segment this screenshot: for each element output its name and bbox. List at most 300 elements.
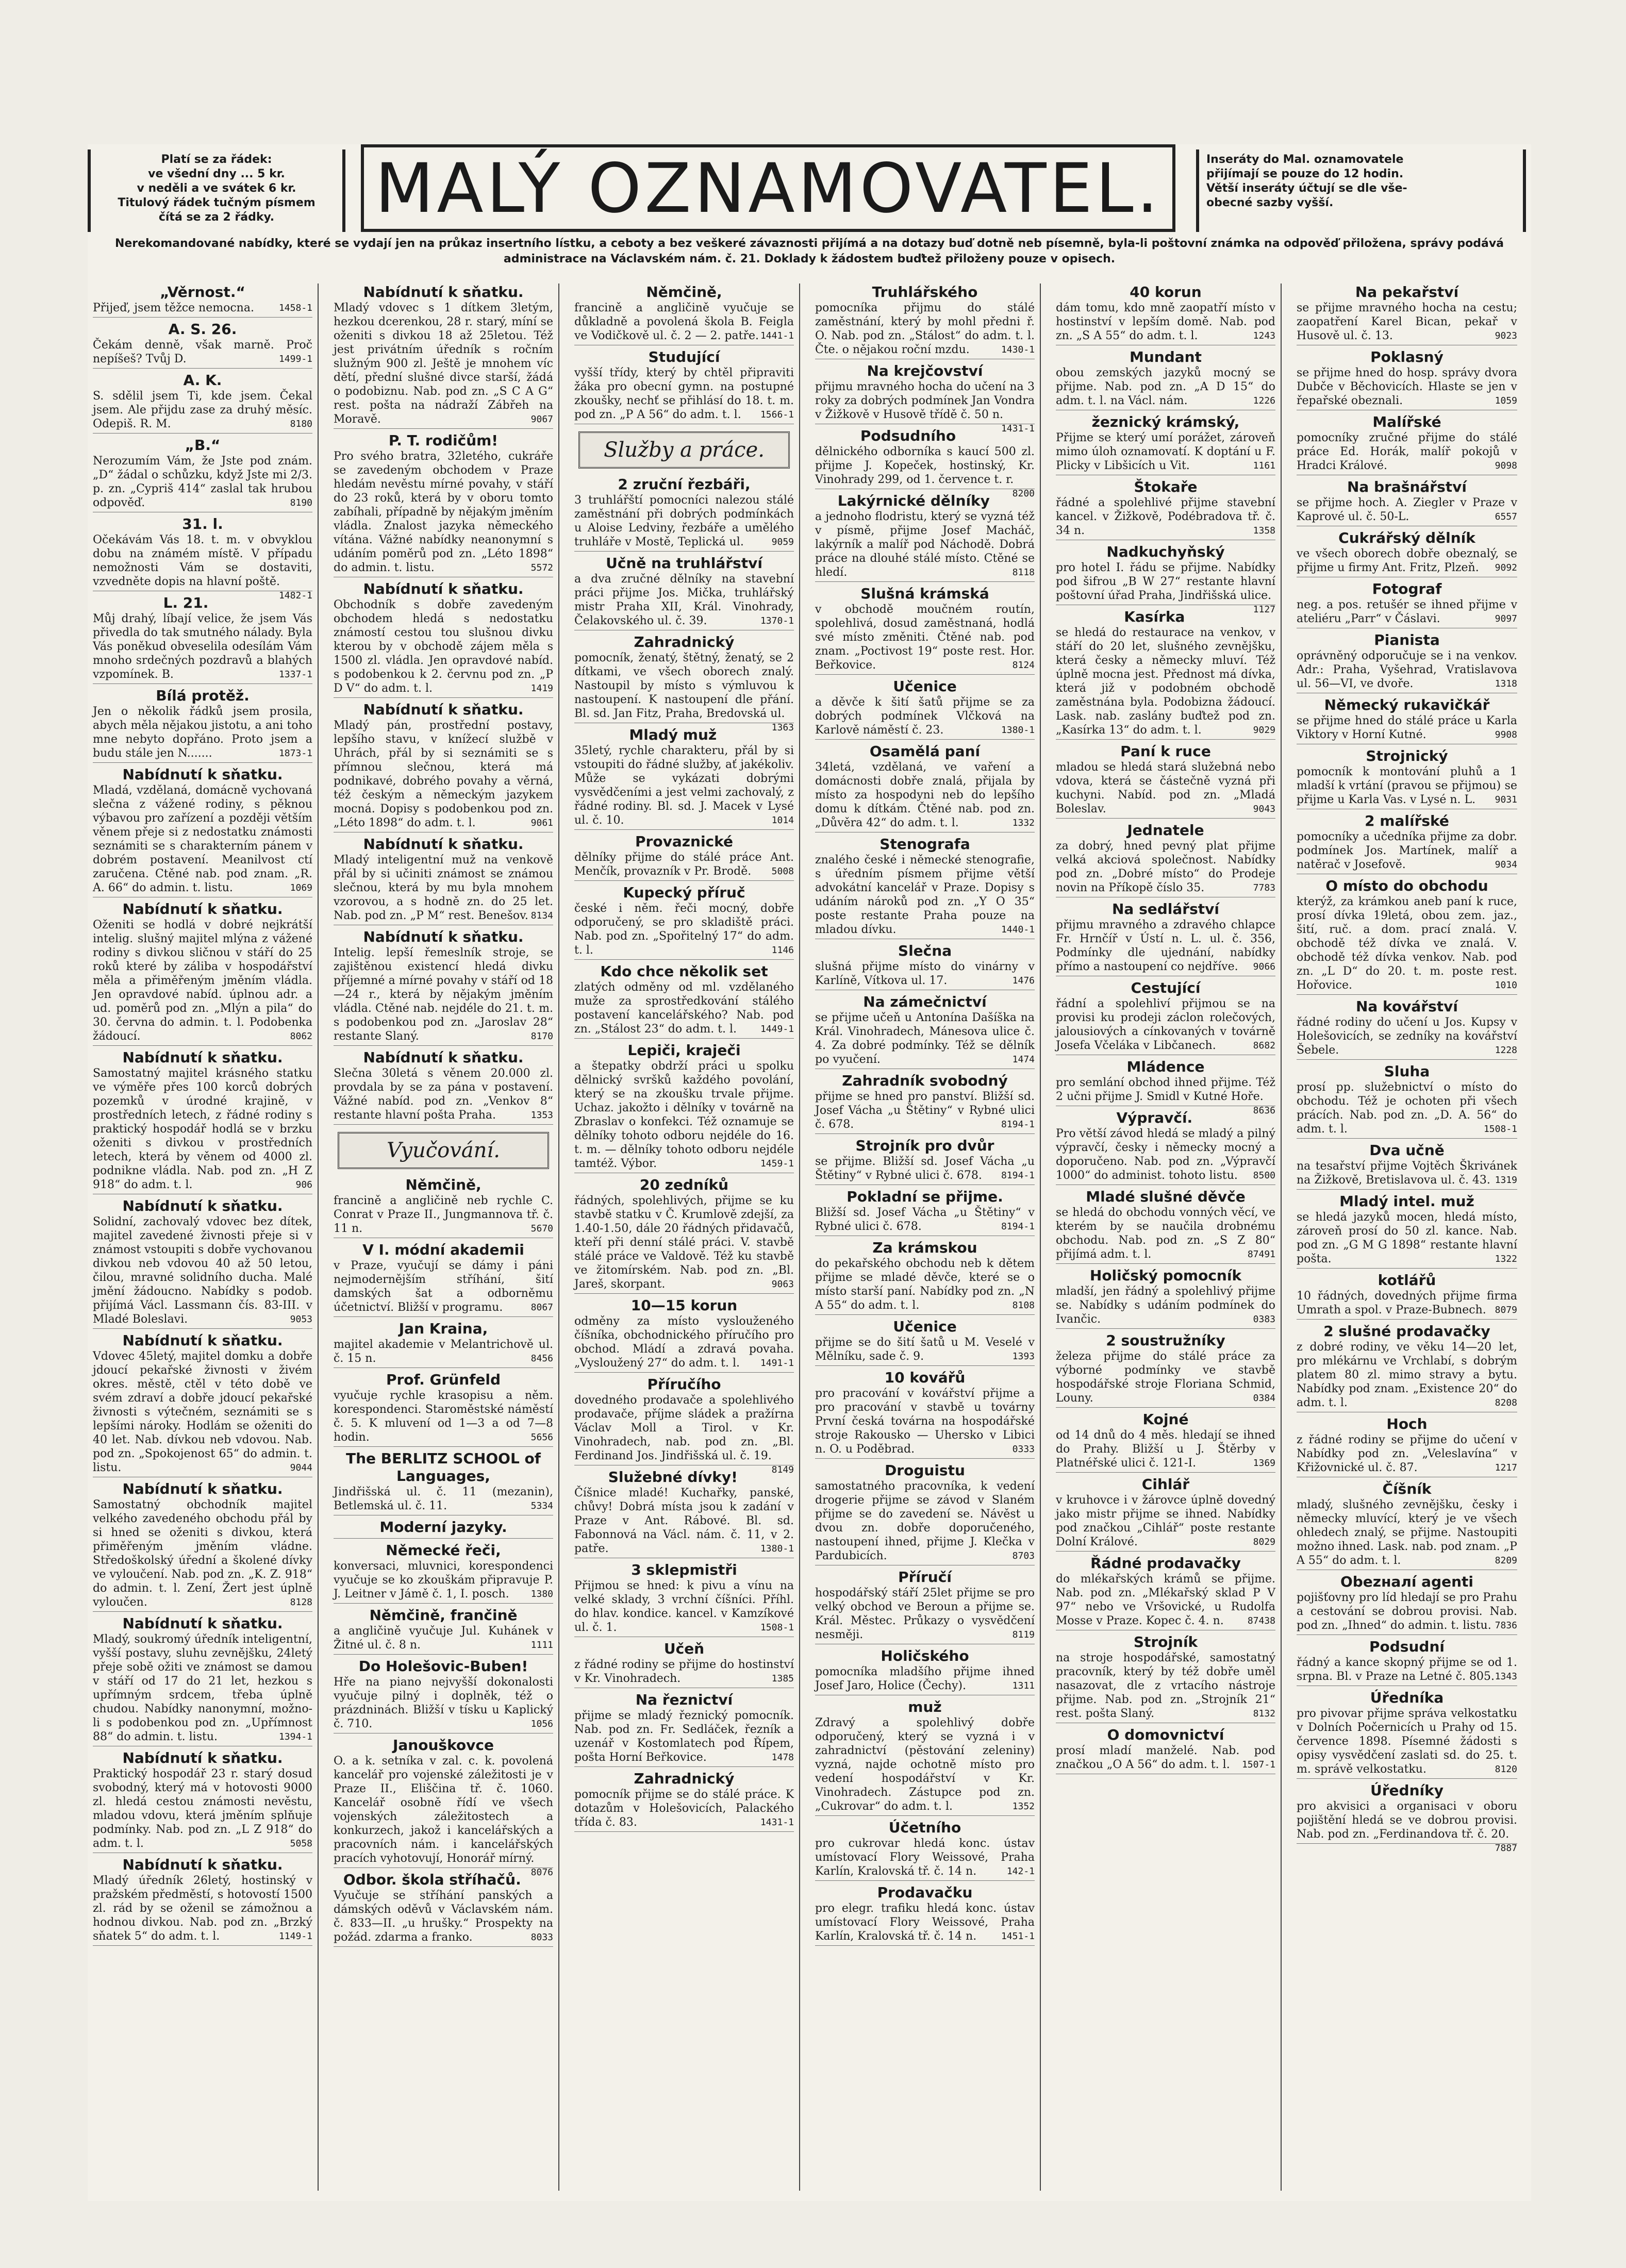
ad-number: 1352 — [1012, 1801, 1035, 1812]
ad-number: 8119 — [1012, 1629, 1035, 1640]
ad-text: pomocníka mladšího přijme ihned Josef Jaro, Holice (Čechy). — [815, 1665, 1035, 1692]
ad-heading: Na pekařství — [1355, 284, 1459, 301]
ad-number: 1482-1 — [278, 590, 312, 601]
classified-ad — [815, 743, 1035, 832]
classified-ad — [574, 476, 794, 552]
ad-text: pro hotel I. řádu se přijme. Nabídky pod šifrou „B W 27“ restante hlavní poštovní úřad Praha, Jindřišská ulice. — [1056, 561, 1275, 602]
ad-heading: Učně na truhlářství — [606, 555, 762, 572]
ad-heading: Lakýrnické dělníky — [837, 492, 990, 509]
classified-ad — [1297, 747, 1517, 809]
ad-text: pro semlání obchod ihned přijme. Též 2 učni přijme J. Smidl v Kutné Hoře. — [1056, 1076, 1275, 1103]
ad-text: zlatých odměny od ml. vzdělaného muže za sprostředkování stálého postavení kancelářského? Nab. pod zn. „Stálost 23“ do adm. t. l. — [574, 981, 794, 1036]
ad-number: 1491-1 — [760, 1358, 794, 1369]
classified-ad — [574, 1640, 794, 1688]
classified-ad — [574, 555, 794, 630]
ad-number: 9063 — [771, 1279, 794, 1290]
ad-number: 1440-1 — [1001, 924, 1035, 935]
ad-number: 0333 — [1012, 1444, 1035, 1455]
ad-text: S. sdělil jsem Ti, kde jsem. Čekal jsem. Ale přijdu zase za druhý měsíc. Odepiš. R. M. — [93, 390, 312, 430]
ad-text: Praktický hospodář 23 r. starý dosud svobodný, který má v hotovosti 9000 zl. hledá cestou známosti nevěstu, mladou vdovu, která jměním splňuje podmínky. Nab. pod zn. „L Z 918“ do adm. t. l. — [93, 1767, 312, 1850]
ad-text: pro elegr. trafiku hledá konc. ústav umístovací Flory Weissové, Praha Karlín, Kralovská tř. č. 14 n. — [815, 1902, 1035, 1943]
ad-number: 9053 — [290, 1314, 312, 1325]
ad-text: pro cukrovar hledá konc. ústav umístovací Flory Weissové, Praha Karlín, Kralovská tř. č. 14 n. — [815, 1837, 1035, 1878]
ad-heading: Německé řeči, — [386, 1542, 501, 1559]
classified-ad — [815, 1647, 1035, 1695]
ad-text: O. a k. setníka v zal. c. k. povolená kancelář pro vojenské záležitosti je v Praze II., Eliščina tř. č. 1060. Kancelář osobně řídí ve všech vojenských záležitostech a konkurzech, jakož i kancelářských a pracovních nám. i kancelářských pracích vyhotovují, Honorář mírný. — [334, 1755, 553, 1865]
classified-ad — [1056, 1188, 1275, 1264]
ad-text: železa přijme do stálé práce za výborné podmínky ve stavbě hospodářské stroje Floriana Schmid, Louny. — [1056, 1350, 1275, 1405]
ad-heading: Na zámečnictví — [863, 993, 987, 1010]
ad-heading: Němčině, — [646, 284, 722, 301]
ad-text: přijme se do šití šatů u M. Veselé v Mělníku, sade č. 9. — [815, 1336, 1035, 1363]
info-line: obecné sazby vyšší. — [1206, 196, 1334, 209]
ad-number: 1476 — [1012, 975, 1035, 986]
ad-heading: Kdo chce několik set — [600, 963, 768, 980]
ad-number: 8029 — [1253, 1537, 1275, 1547]
ad-heading: Cukrářský dělník — [1338, 529, 1475, 546]
ad-number: 1478 — [771, 1752, 794, 1763]
ad-text: 35letý, rychle charakteru, přál by si vstoupiti do řádné služby, ať jakékoliv. Může se vykázati dobrými vysvědčeními a jest velmi zachovalý, z řádné rodiny. Bl. sd. J. Macek v Lysé ul. č. 10. — [574, 744, 794, 827]
classified-ad — [1297, 631, 1517, 693]
ad-number: 7783 — [1253, 882, 1275, 893]
ad-heading: Na sedlářství — [1112, 900, 1219, 918]
ad-number: 9031 — [1495, 794, 1517, 805]
classified-ad — [815, 678, 1035, 740]
ad-number: 1380-1 — [1001, 725, 1035, 736]
price-line: ve všední dny ... 5 kr. — [148, 168, 285, 180]
ad-text: majitel akademie v Melantrichově ul. č. 15 n. — [334, 1338, 553, 1365]
ad-number: 1474 — [1012, 1054, 1035, 1065]
ad-text: dovedného prodavače a spolehlivého prodavače, příjme sládek a pražírna Václav Moll a Tirol. v Kr. Vinohradech, nab. pod zn. „Bl. Ferdinand Jos. Jindřišská ul. č. 19. — [574, 1394, 794, 1462]
classified-ad — [1297, 284, 1517, 345]
classified-ad — [815, 585, 1035, 675]
price-line: čítá se za 2 řádky. — [158, 211, 275, 224]
ad-text: přijmu mravného a zdravého chlapce Fr. Hrnčíř v Ústí n. L. ul. č. 356, Podmínky dle ujednání, nabídky přímo a nastoupení co nejdříve. — [1056, 919, 1275, 973]
classified-ad — [574, 633, 794, 733]
ad-text: v obchodě moučném routín, spolehlivá, dosud zaměstnaná, hodlá své místo změniti. Čtěné nab. pod znam. „Poctivost 19“ poste rest. Hor. Beřkovice. — [815, 603, 1035, 672]
ad-text: z řádné rodiny se přijme do učení v Nabídky pod zn. „Veleslavína“ v Křižovnické ul. č. 87. — [1297, 1433, 1517, 1474]
ad-heading: Příručí — [898, 1569, 952, 1586]
ad-number: 9097 — [1495, 613, 1517, 624]
insert-info-box — [1196, 149, 1526, 232]
ad-number: 8132 — [1253, 1708, 1275, 1719]
ad-text: se hledá jazyků mocen, hledá místo, zároveň prosí do 50 zl. kance. Nab. pod zn. „G M G 1898“ restante hlavní pošta. — [1297, 1211, 1517, 1265]
ad-text: do pekařského obchodu neb k dětem přijme se mladé děvče, které se o místo starší paní. Nabídky pod zn. „N A 55“ do adm. t. l. — [815, 1257, 1035, 1312]
ad-heading: Dva učně — [1369, 1142, 1445, 1159]
masthead — [88, 144, 1531, 247]
classified-ad — [574, 726, 794, 830]
ad-text: se hledá do restaurace na venkov, v stáří do 20 let, slušného zevnějšku, která česky a německy mluví. Též úplně mocna jest. Přednost má dívka, která již v podobném obchodě zaměstnána byla. Podobizna žádoucí. Lask. nab. zaslány buďtež pod zn. „Kasírka 13“ do adm. t. l. — [1056, 626, 1275, 737]
classified-ad — [1056, 743, 1275, 819]
ad-text: oprávněný odporučuje se i na venkov. Adr.: Praha, Vyšehrad, Vratislavova ul. 56—VI, ve dvoře. — [1297, 649, 1517, 690]
classified-ad — [93, 687, 312, 763]
ad-number: 9044 — [290, 1462, 312, 1473]
ad-number: 1010 — [1495, 980, 1517, 991]
classified-ad — [334, 432, 553, 577]
ad-number: 8180 — [290, 419, 312, 429]
classified-ad — [815, 993, 1035, 1069]
ad-number: 8079 — [1495, 1305, 1517, 1315]
ad-heading: Němčině, — [405, 1176, 482, 1193]
classified-ad — [1297, 1063, 1517, 1139]
ad-text: Obchodník s dobře zavedeným obchodem hledá s nedostatku známostí cestou tou slušnou divku kterou by v obchodě zájem měla s 1500 zl. vládla. Jen opravdové nabíd. s podobenkou k 2. červnu pod zn. „P D V“ do adm. t. l. — [334, 598, 553, 695]
ad-heading: Strojník pro dvůr — [855, 1137, 994, 1154]
ad-heading: Mladé slušné děvče — [1086, 1188, 1246, 1205]
ad-number: 1226 — [1253, 395, 1275, 406]
classified-ad — [93, 1480, 312, 1612]
ad-heading: Prof. Grünfeld — [386, 1371, 501, 1388]
classified-ad — [93, 437, 312, 512]
ad-number: 7836 — [1495, 1620, 1517, 1631]
ad-heading: Učenice — [893, 678, 957, 695]
ad-number: 1451-1 — [1001, 1931, 1035, 1942]
section-heading: Vyučování. — [338, 1132, 549, 1169]
classified-ad — [1056, 413, 1275, 475]
classified-ad — [1056, 1058, 1275, 1116]
ad-heading: Nabídnutí k sňatku. — [122, 1332, 283, 1349]
ad-heading: Moderní jazyky. — [379, 1519, 507, 1536]
ad-heading: Příručího — [647, 1376, 721, 1393]
classified-ad — [334, 1737, 553, 1878]
classified-ad — [1056, 1633, 1275, 1723]
ad-number: 8500 — [1253, 1170, 1275, 1181]
classified-ad — [1056, 1726, 1275, 1774]
ad-heading: L. 21. — [163, 594, 209, 611]
ad-text: a štepatky obdrží práci u spolku dělnický svršků každého povolání, který se na zkoušku trvale přijme. Uchaz. jakožto i dělníky v továrně na Zbraslav o konfekci. Též oznamuje se dělníky tohoto odboru nejdéle do 16. t. m. — dělníky tohoto odboru nejdéle tamtéž. Výbor. — [574, 1060, 794, 1170]
classified-ad — [334, 1607, 553, 1655]
ad-number: 0383 — [1253, 1314, 1275, 1325]
ad-heading: The BERLITZ SCHOOL of Languages, — [346, 1450, 541, 1485]
ad-text: řádné a spolehlivé přijme stavební kancel. v Žižkově, Podébradova tř. č. 34 n. — [1056, 496, 1275, 537]
ad-number: 8200 — [1012, 488, 1035, 499]
ad-number: 8190 — [290, 497, 312, 508]
ad-number: 8067 — [530, 1302, 553, 1313]
ad-heading: Mladý muž — [629, 726, 717, 743]
ad-heading: Nabídnutí k sňatku. — [122, 1749, 283, 1766]
classified-ad — [93, 1197, 312, 1329]
ad-number: 8194-1 — [1001, 1119, 1035, 1130]
ad-text: vyšší třídy, který by chtěl připraviti žáka pro obecní gymn. na postupné zkoušky, nechť se přihlásí do 18. t. m. pod zn. „P A 56“ do adm. t. l. — [574, 366, 794, 421]
ad-text: hospodářský stáří 25let přijme se pro velký obchod ve Beroun a přijme se. Král. Městec. Průkazy o vysvědčení nesměji. — [815, 1587, 1035, 1641]
ad-number: 9067 — [530, 414, 553, 425]
classified-ad — [1056, 348, 1275, 410]
ad-text: Bližší sd. Josef Vácha „u Štětiny“ v Rybné ulici č. 678. — [815, 1206, 1035, 1233]
ad-heading: 2 soustružníky — [1106, 1332, 1225, 1349]
ad-number: 9092 — [1495, 562, 1517, 573]
classified-ad — [1056, 608, 1275, 740]
classified-ad — [1056, 979, 1275, 1055]
ad-heading: V I. módní akademii — [362, 1241, 524, 1258]
ad-heading: Sluha — [1384, 1063, 1430, 1080]
newspaper-page — [88, 144, 1531, 2201]
ad-number: 9059 — [771, 537, 794, 547]
ad-text: od 14 dnů do 4 měs. hledají se ihned do Prahy. Bližší u J. Štěrby v Platnéřské ulici č. 121-I. — [1056, 1429, 1275, 1470]
ad-text: znalého české i německé stenografie, s úředním písmem přijme větší advokátní kancelář v Praze. Dopisy s udáním nároků pod zn. „Y O 35“ poste restante Praha pouze na mladou dívku. — [815, 854, 1035, 936]
ad-text: přijme se mladý řeznický pomocník. Nab. pod zn. Fr. Sedláček, řezník a uzenář v Kostomlatech pod Řípem, pošta Horní Beřkovice. — [574, 1709, 794, 1764]
ad-text: Přijme se který umí porážet, zároveň mimo úloh oznamovatí. K doptání u F. Plicky v Libšicích u Vit. — [1056, 431, 1275, 472]
ad-heading: Jan Kraina, — [399, 1320, 488, 1337]
ad-number: 1318 — [1495, 678, 1517, 689]
ad-text: se přijme mravného hocha na cestu; zaopatření Karel Bican, pekař v Husově ul. č. 13. — [1297, 302, 1517, 342]
ad-number: 9034 — [1495, 859, 1517, 870]
ad-number: 8124 — [1012, 660, 1035, 671]
ad-heading: Štokaře — [1134, 478, 1198, 495]
classified-ad — [574, 884, 794, 960]
classified-ad — [334, 928, 553, 1046]
ad-text: francině a angličině vyučuje se důkladně a povolená škola B. Feigla ve Vodičkově ul. č. 2 — 2. patře. — [574, 302, 794, 342]
ad-number: 1319 — [1495, 1175, 1517, 1186]
price-line: Titulový řádek tučným písmem — [118, 196, 316, 209]
ad-heading: Učeň — [663, 1640, 705, 1657]
ad-heading: Na brašnářství — [1347, 478, 1467, 495]
ad-number: 9908 — [1495, 729, 1517, 740]
column-6 — [1291, 284, 1522, 2191]
ad-number: 1431-1 — [760, 1817, 794, 1828]
classified-ad — [93, 1049, 312, 1194]
ad-heading: O místo do obchodu — [1325, 877, 1488, 894]
ad-number: 1459-1 — [760, 1158, 794, 1169]
ad-heading: Zahradník svobodný — [842, 1072, 1008, 1089]
ad-number: 9061 — [530, 818, 553, 828]
ad-text: pomocníky a učedníka přijme za dobr. podmínek Jos. Martínek, malíř a natěrač v Josefově. — [1297, 830, 1517, 871]
classified-ad — [1056, 900, 1275, 976]
classified-ad — [815, 1819, 1035, 1881]
column-4 — [810, 284, 1041, 2191]
ad-heading: Číšník — [1382, 1480, 1432, 1497]
ad-heading: Úředníka — [1370, 1689, 1444, 1706]
classified-ad — [574, 1770, 794, 1832]
ad-heading: 40 korun — [1130, 284, 1202, 301]
classified-ad — [815, 362, 1035, 434]
classified-ad — [1297, 696, 1517, 744]
ad-heading: Nabídnutí k sňatku. — [363, 836, 524, 853]
ad-heading: Pokladní se přijme. — [847, 1188, 1003, 1205]
ad-number: 8108 — [1012, 1300, 1035, 1311]
ad-heading: Pianista — [1374, 631, 1440, 648]
ad-number: 0384 — [1253, 1393, 1275, 1404]
ad-heading: Poklasný — [1370, 348, 1444, 365]
price-box — [88, 149, 345, 232]
ad-text: francině a angličině neb rychle C. Conrat v Praze II., Jungmannova tř. č. 11 n. — [334, 1194, 553, 1235]
ad-text: a dva zručné dělníky na stavební práci přijme Jos. Mička, truhlářský mistr Praha XII, Král. Vinohrady, Čelakovského ul. č. 39. — [574, 573, 794, 627]
ad-number: 1149-1 — [278, 1931, 312, 1942]
ad-heading: Nabídnutí k sňatku. — [363, 701, 524, 718]
ad-text: 3 truhlářští pomocníci nalezou stálé zaměstnání při dobrých podmínkách u Aloise Ledviny, řezbáře a umělého truhláře v Mostě, Teplická ul. — [574, 494, 794, 548]
classified-ad — [1297, 1272, 1517, 1320]
ad-heading: 2 slušné prodavačky — [1323, 1323, 1490, 1340]
ad-number: 1014 — [771, 815, 794, 826]
ad-heading: O domovnictví — [1107, 1726, 1224, 1743]
ad-heading: Cestující — [1131, 979, 1201, 996]
classified-ad — [815, 1462, 1035, 1565]
ad-heading: 2 malířské — [1365, 812, 1449, 829]
ad-heading: Truhlářského — [872, 284, 978, 301]
ad-text: řádné rodiny do učení u Jos. Kupsy v Holešovicích, se zedníky na kovářství Šebele. — [1297, 1016, 1517, 1057]
ad-heading: 10 kovářů — [884, 1369, 966, 1386]
ad-heading: 31. l. — [182, 515, 223, 532]
classified-ad — [815, 1698, 1035, 1816]
ad-text: kterýž, za krámkou aneb paní k ruce, prosí dívka 19letá, obou zem. jaz., šití, ruč. a dom. prací znalá. V. obchodě též dívka ve znalá. V. obchodě též dívka venkov. Nab. pod zn. „L D“ do 20. t. m. poste rest. Hořovice. — [1297, 895, 1517, 992]
ad-text: Vdovec 45letý, majitel domku a dobře jdoucí pekařské živnosti v živém okres. městě, ctěl v této době ve svém zdraví a dobře jdoucí pekařské živnosti s výtečném, seznámiti se s lepšími nároky. Hodlám se oženiti do 40 let. Nab. dívkou neb vdovou. Nab. pod zn. „Spokojenost 65“ do admin. t. listu. — [93, 1350, 312, 1474]
ad-heading: Řádné prodavačky — [1090, 1555, 1241, 1572]
ad-text: Intelig. lepší řemeslník stroje, se zajištěnou existencí hledá divku příjemné a mírné povahy v stáří od 18—24 r., která by nějakým jměním vládla. Ctěné nab. nejdéle do 21. t. m. s podobenkou pod zn. „Jaroslav 28“ restante Slaný. — [334, 946, 553, 1043]
ad-text: dám tomu, kdo mně zaopatří místo v hostinství v lepším domě. Nab. pod zn. „S A 55“ do adm. t. l. — [1056, 302, 1275, 342]
ad-number: 8149 — [771, 1464, 794, 1475]
classified-ad — [574, 1691, 794, 1767]
ad-heading: Holičského — [881, 1647, 969, 1664]
ad-number: 9029 — [1253, 725, 1275, 736]
ad-text: české i něm. řeči mocný, dobře odporučený, se pro skladiště práci. Nab. pod zn. „Spořitelný 17“ do adm. t. l. — [574, 902, 794, 957]
ad-heading: 2 zruční řezbáři, — [618, 476, 751, 493]
classified-ad — [93, 515, 312, 601]
classified-ad — [1056, 1267, 1275, 1329]
classified-ad — [1056, 1332, 1275, 1408]
ad-heading: Janouškovce — [392, 1737, 494, 1754]
ad-text: Jindřišská ul. č. 11 (mezanin), Betlemská ul. č. 11. — [334, 1486, 553, 1512]
classified-ad — [334, 1320, 553, 1368]
ad-text: Zdravý a spolehlivý dobře odporučený, který se vyzná i v zahradnictví (pěstování zeleniny) vyzná, najde ochotně místo pro vedení hospodářství v Kr. Vinohradech. Zástupce pod zn. „Cukrovar“ do adm. t. l. — [815, 1716, 1035, 1813]
ad-heading: Služebné dívky! — [608, 1469, 738, 1486]
ad-number: 8456 — [530, 1353, 553, 1364]
ad-heading: Kupecký příruč — [623, 884, 745, 901]
ad-heading: Nabídnutí k sňatku. — [122, 1856, 283, 1873]
ad-text: odměny za místo vyslouženého číšníka, obchodnického příručího pro obchod. Mládí a zdravá povaha. „Vysloužený 27“ do adm. t. l. — [574, 1315, 794, 1370]
ad-text: a jednoho flodristu, který se vyzná též v písmě, přijme Josef Macháč, lakýrník a malíř pod Náchodě. Dobrá práce na dlouhé stálé místo. Ctěné se hledí. — [815, 510, 1035, 579]
ad-number: 1380-1 — [760, 1543, 794, 1554]
classified-ad — [334, 1371, 553, 1447]
ad-heading: Prodavačku — [877, 1884, 973, 1901]
classified-ad — [334, 1450, 553, 1515]
ad-text: v kruhovce i v žárovce úplně dovedný jako mistr přijme se ihned. Nabídky pod značkou „Cihlář“ poste restante Dolní Králové. — [1056, 1494, 1275, 1548]
classified-ad — [815, 427, 1035, 499]
ad-heading: Strojník — [1133, 1633, 1198, 1650]
ad-text: do mlékařských krámů se přijme. Nab. pod zn. „Mlékařský sklad P V 97“ nebo ve Vršovické, u Rudolfa Mosse v Praze. Kopec č. 4. n. — [1056, 1573, 1275, 1627]
classified-ad — [1056, 284, 1275, 345]
ad-text: pomocník k montování pluhů a 1 mladší k vrtání (pravou se přijmou) se přijme u Karla Vas. v Lysé n. L. — [1297, 765, 1517, 806]
ad-text: na tesařství přijme Vojtěch Škrivánek na Žižkově, Bretislavova ul. č. 43. — [1297, 1160, 1517, 1187]
ad-text: Oženiti se hodlá v dobré nejkrátší intelig. slušný majitel mlýna z vážené rodiny s divkou sličnou v stáří do 25 roků které by záliba v hospodářství měla a přiměřeným jměním vládla. Jen opravdové nabíd. úplnou adr. a ud. poměrů pod zn. „Mlýn a pila“ do 30. června do admin. t. l. Podobenka žádoucí. — [93, 919, 312, 1043]
classified-ad — [815, 1884, 1035, 1946]
ad-text: prosí mladí manželé. Nab. pod značkou „O A 56“ do adm. t. l. — [1056, 1744, 1275, 1771]
ad-text: Vyučuje se stříhání panských a dámských oděvů v Václavském nám. č. 833—II. „u hrušky.“ Prospekty na požád. zdarma a franko. — [334, 1889, 553, 1944]
ad-text: v Praze, vyučují se dámy i páni nejmodernějším stříhání, šití damských šat a odborněmu účetnictví. Bližší v programu. — [334, 1259, 553, 1314]
ad-text: vyučuje rychle krasopisu a něm. korespondenci. Staroměstské náměstí č. 5. K mluvení od 1—3 a od 7—8 hodin. — [334, 1389, 553, 1444]
ad-number: 1146 — [771, 945, 794, 956]
page-title: MALÝ OZNAMOVATEL. — [361, 144, 1175, 232]
ad-text: Samostatný obchodník majitel velkého zavedeného obchodu přál by si hned se oženiti s divkou, která přiměřeným jměním vládne. Středoškolský úřední a školené dívky ve vyloučení. Nab. pod zn. „K. Z. 918“ do admin. t. l. Zení, Žert jest úplně vyloučen. — [93, 1498, 312, 1609]
ad-number: 1419 — [530, 683, 553, 694]
classified-ad — [574, 963, 794, 1039]
ad-heading: „Věrnost.“ — [160, 284, 245, 301]
ad-heading: 20 zedníků — [639, 1176, 729, 1193]
classified-ad — [815, 284, 1035, 359]
ad-text: pro pivovar přijme správa velkostatku v Dolních Počernicích u Prahy od 15. července 1898. Písemné žádosti s opisy vysvědčení zaslati sd. do 25. t. m. správě velkostatku. — [1297, 1707, 1517, 1776]
ad-number: 9023 — [1495, 330, 1517, 341]
column-1 — [88, 284, 319, 2191]
ad-text: se přijme učeň u Antonína Dašíška na Král. Vinohradech, Mánesova ulice č. 4. Za dobré podmínky. Též se dělník po vyučení. — [815, 1011, 1035, 1066]
ad-number: 8118 — [1012, 567, 1035, 578]
ad-text: obou zemských jazyků mocný se přijme. Nab. pod zn. „A D 15“ do adm. t. l. na Václ. nám. — [1056, 366, 1275, 407]
info-line: přijímají se pouze do 12 hodin. — [1206, 168, 1404, 180]
ad-text: řádní a spolehliví přijmou se na provisi ku prodeji záclon rolečových, jalousiových a cínkovaných v továrně Josefa Včeláka v Libčanech. — [1056, 997, 1275, 1052]
ad-number: 1441-1 — [760, 330, 794, 341]
ad-number: 1430-1 — [1001, 344, 1035, 355]
ad-text: přijme se hned pro panství. Bližší sd. Josef Vácha „u Štětiny“ v Rybné ulici č. 678. — [815, 1090, 1035, 1131]
ad-number: 8636 — [1253, 1105, 1275, 1116]
classified-ad — [1297, 877, 1517, 995]
classified-ad — [815, 1369, 1035, 1459]
ad-number: 906 — [295, 1179, 312, 1190]
ad-text: Mladý vdovec s 1 dítkem 3letým, hezkou dcerenkou, 28 r. starý, míní se oženiti s divkou 18 až 25letou. Též jest privátním úředník s ročním služným 900 zl. Ještě je mnohem víc dětí, přední slušné divce starší, žádá o podobiznu. Nab. pod zn. „S C A G“ rest. pošta na nádraží Zábřeh na Moravě. — [334, 302, 553, 426]
info-line: Větší inseráty účtují se dle vše- — [1206, 182, 1407, 195]
ad-heading: Německý rukavičkář — [1324, 696, 1490, 713]
ad-number: 5334 — [530, 1500, 553, 1511]
ad-text: řádných, spolehlivých, přijme se ku stavbě statku v Č. Krumlově zdejší, za 1.40-1.50, dále 20 řádných přidavačů, kteří při denní stálé práci. V. stavbě stálé práce ve Valdově. Též ku stavbě ve žitomírském. Nab. pod zn. „Bl. Jareš, skorpant. — [574, 1194, 794, 1291]
ad-text: Slečna 30letá s věnem 20.000 zl. provdala by se za pána v postavení. Vážné nabíd. pod zn. „Venkov 8“ restante hlavní pošta Praha. — [334, 1067, 553, 1122]
ad-heading: „B.“ — [185, 437, 221, 454]
ad-number: 1243 — [1253, 330, 1275, 341]
ad-heading: žeznický krámský, — [1091, 413, 1240, 430]
ad-number: 8134 — [530, 910, 553, 921]
ad-number: 1056 — [530, 1719, 553, 1729]
classified-ad — [334, 1241, 553, 1317]
ad-number: 1431-1 — [1001, 423, 1035, 434]
ad-heading: Nabídnutí k sňatku. — [363, 928, 524, 945]
ad-number: 8194-1 — [1001, 1170, 1035, 1181]
ad-text: Solidní, zachovalý vdovec bez dítek, majitel zavedené živnosti přeje si v známost vstoupiti s dobře vychovanou divkou neb vdovou 40 až 50 letou, čilou, mravné solidního ducha. Malé jmění žádoucno. Nabídky s podob. přijímá Václ. Lassmann čís. 83-III. v Mladé Boleslavi. — [93, 1215, 313, 1326]
classified-ad — [1297, 1193, 1517, 1269]
ad-text: pomocník, ženatý, štětný, ženatý, se 2 dítkami, ve všech oborech znalý. Nastoupil by místo s výmluvou k nastoupení. K nastoupení dle přání. Bl. sd. Jan Fitz, Praha, Bredovská ul. — [574, 652, 794, 720]
ad-heading: Podsudní — [1369, 1638, 1445, 1655]
ad-text: mladší, jen řádný a spolehlivý přijme se. Nabídky s udáním podmínek do Ivančic. — [1056, 1285, 1275, 1326]
classified-ad — [1297, 998, 1517, 1060]
ad-heading: Němčině, frančině — [369, 1607, 518, 1624]
classified-ad — [93, 372, 312, 433]
classified-ad — [1297, 348, 1517, 410]
ad-number: 1566-1 — [760, 409, 794, 420]
classified-ad — [93, 1856, 312, 1946]
ad-heading: P. T. rodičům! — [388, 432, 499, 449]
ad-number: 1228 — [1495, 1045, 1517, 1056]
ad-text: konversaci, mluvnici, korespondenci vyučuje se ko zkouškám připravuje P. J. Leitner v Jámě č. 1, I. posch. — [334, 1560, 553, 1600]
ad-heading: Odbor. škola stříhačů. — [343, 1871, 521, 1888]
ad-text: Pro větší závod hledá se mladý a pilný výpravčí, česky i německy mocný a doporučeno. Nab. pod zn. „Výpravčí 1000“ do administ. tohoto listu. — [1056, 1127, 1275, 1182]
ad-text: Můj drahý, líbají velice, že jsem Vás přivedla do tak smutného nálady. Byla Vás poněkud obveselila odesílám Vám mnoho srdečných pozdravů a blahých vzpomínek. B. — [93, 612, 312, 681]
ad-text: Nerozumím Vám, že Jste pod znám. „D“ žádal o schůzku, když Jste mi 2/3. p. zn. „Cypriš 414“ zaslal tak hrubou odpověď. — [93, 455, 312, 509]
classified-ad — [93, 1615, 312, 1746]
ad-text: řádný a kance skopný přijme se od 1. srpna. Bl. v Praze na Letné č. 805. — [1297, 1656, 1517, 1683]
ad-text: pomocníky zručné přijme do stálé práce Ed. Horák, malíř pokojů v Hradci Králové. — [1297, 431, 1517, 472]
ad-text: a děvče k šití šatů přijme se za dobrých podmínek Vlčková na Karlově náměstí č. 23. — [815, 696, 1035, 737]
classified-ad — [815, 1239, 1035, 1315]
ad-text: se hledá do obchodu vonných věcí, ve kterém by se naučila drobnému obchodu. Nab. pod zn. „S Z 80“ přijímá adm. t. l. — [1056, 1206, 1275, 1261]
ad-heading: muž — [908, 1698, 942, 1715]
ad-heading: Úředníky — [1370, 1782, 1444, 1799]
ad-text: Hře na piano nejvyšší dokonalosti vyučuje pilný i doplněk, též o prázdninách. Bližší v tísku u Kaplický č. 710. — [334, 1676, 553, 1730]
classified-ad — [815, 1569, 1035, 1644]
ad-heading: Provaznické — [635, 833, 733, 850]
classified-ad — [815, 492, 1035, 582]
ad-heading: Podsudního — [860, 427, 956, 444]
classified-ad — [1297, 1689, 1517, 1779]
ad-heading: Hoch — [1386, 1415, 1428, 1432]
classified-ad — [1297, 1782, 1517, 1854]
ad-text: prosí pp. služebnictví o místo do obchodu. Též je ochoten při všech prácích. Nab. pod zn. „D. A. 56“ do adm. t. l. — [1297, 1081, 1517, 1136]
classified-ad — [1056, 478, 1275, 540]
ad-text: se přijme hned do stálé práce u Karla Viktory v Horní Kutné. — [1297, 714, 1517, 741]
ad-number: 8062 — [290, 1031, 312, 1042]
ad-text: se přijme hned do hosp. správy dvora Dubče v Běchovicích. Hlaste se jen v řepařské obeznali. — [1297, 366, 1517, 407]
